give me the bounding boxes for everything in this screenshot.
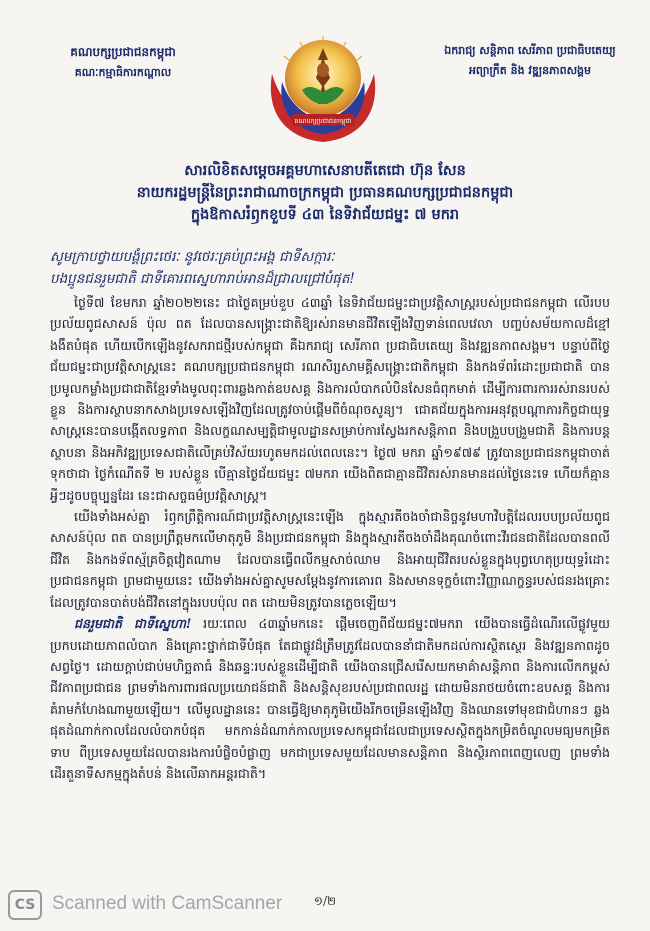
paragraph-lead: ជនរួមជាតិ ជាទីស្នេហា! — [74, 616, 192, 632]
party-name: គណបក្សប្រជាជនកម្ពុជា — [70, 45, 176, 59]
national-motto-2: អព្យាក្រឹត និង វឌ្ឍនភាពសង្គម — [468, 64, 592, 77]
camscanner-icon: CS — [8, 890, 42, 920]
paragraph — [50, 613, 610, 784]
title-line-2: នាយករដ្ឋមន្ត្រីនៃព្រះរាជាណាចក្រកម្ពុជា ប្រធានគណបក្សប្រជាជនកម្ពុជា — [136, 185, 514, 201]
logo-caption: គណបក្សប្រជាជនកម្ពុជា — [294, 117, 352, 125]
page-number: ១/២ — [313, 894, 337, 908]
paragraph-text: រយៈពេល ៤៣ឆ្នាំមកនេះ ផ្ដើមចេញពីជ័យជម្នះ៧មករា យើងបានធ្វើដំណើរលើផ្លូវមួយប្រកបដោយភាពលំបាក និងគ្រោះថ្នាក់ជាទីបំផុត តែជាផ្លូវដ៏ត្រឹមត្រូវដែលបាននាំជាតិមកដល់ការស្ថិតស្ថេរ និងវឌ្ឍនភាពដូចសព្វថ្ងៃ។ ដោយក្ដាប់ជាប់មហិច្ឆតាធំ និងឆន្ទៈរបស់ខ្លួនដើម្បីជាតិ យើងបានជ្រើសរើសយកមាគ៌ាសន្តិភាព និងការលើកកម្ពស់ជីវភាពប្រជាជន ព្រមទាំងការពារផលប្រយោជន៍ជាតិ និងសន្តិសុខរបស់ប្រជាពលរដ្ឋ ដោយមិនរាថយចំពោះឧបសគ្គ និងការគំរាមកំហែងណាមួយឡើយ។ លើមូលដ្ឋាននេះ បានធ្វើឱ្យមាតុភូមិយើងរីកចម្រើនឡើងវិញ និងឈានទៅមុខជាជំហានៗ ឆ្លងផុតដំណាក់កាលដែលលំបាកបំផុត មកកាន់ដំណាក់កាលប្រទេសកម្ពុជាដែលជាប្រទេសស្ថិតក្នុងកម្រិតចំណូលមធ្យមកម្រិតទាប ពីប្រទេសមួយដែលបានរងការបំផ្លិចបំផ្លាញ មកជាប្រទេសមួយដែលមានសន្តិភាព និងស្ថិរភាពពេញលេញ ព្រមទាំងដើរតួនាទីសកម្មក្នុងតំបន់ និងលើឆាកអន្តរជាតិ។ — [50, 616, 611, 781]
header-left — [38, 44, 208, 82]
greeting — [50, 246, 610, 290]
national-motto: ឯករាជ្យ សន្តិភាព សេរីភាព ប្រជាធិបតេយ្យ — [444, 44, 616, 57]
scanner-watermark — [0, 880, 650, 931]
greeting-line-2: បងប្អូនជនរួមជាតិ ជាទីគោរពស្នេហារាប់អានដ៏ជ្រាលជ្រៅបំផុត! — [50, 271, 355, 287]
party-logo — [258, 30, 388, 148]
greeting-line-1: សូមក្រាបថ្វាយបង្គំព្រះថេរៈ នូវថេរៈគ្រប់ព្រះអង្គ ជាទីសក្ការៈ — [50, 249, 335, 265]
paragraph-text: ថ្ងៃទី៧ ខែមករា ឆ្នាំ២០២២នេះ ជាថ្ងៃគម្រប់ខួប ៤៣ឆ្នាំ នៃទិវាជ័យជម្នះជាប្រវត្តិសាស្ត្ររបស់ប្រជាជនកម្ពុជា លើរបបប្រល័យពូជសាសន៍ ប៉ុល ពត ដែលបានសង្គ្រោះជាតិឱ្យរស់រានមានជីវិតឡើងវិញទាន់ពេលវេលា បញ្ចប់សម័យកាលដ៏ខ្មៅងងឹតបំផុត ហើយបើកឡើងនូវសករាជថ្មីរបស់កម្ពុជា គឺឯករាជ្យ សេរីភាព ប្រជាធិបតេយ្យ និងវឌ្ឍនភាពសង្គម។ បន្ទាប់ពីថ្ងៃជ័យជម្នះជាប្រវត្តិសាស្ត្រនេះ គណបក្សប្រជាជនកម្ពុជា រណសិរ្សសាមគ្គីសង្គ្រោះជាតិកម្ពុជា និងកងទ័ពរំដោះប្រជាជាតិ បានប្រមូលកម្លាំងប្រជាជាតិខ្មែរទាំងមូលពុះពារឆ្លងកាត់ឧបសគ្គ និងការលំបាកលំបិនសែនធំពុកមាត់ ដើម្បីការពារការរស់រានរបស់ខ្លួន និងការស្ថាបនាកសាងប្រទេសឡើងវិញដែលត្រូវចាប់ផ្ដើមពីចំណុចសូន្យ។ ជោគជ័យក្នុងការអនុវត្តបណ្ដាភារកិច្ចជាយុទ្ធសាស្ត្រនេះបានបង្កើតលទ្ធភាព និងលក្ខណសម្បត្តិជាមូលដ្ឋានសម្រាប់ការស្វែងរកសន្តិភាព និងបង្រួបបង្រួមជាតិ និងការបន្តស្ថាបនា និងអភិវឌ្ឍប្រទេសជាតិលើគ្រប់វិស័យរហូតមកដល់ពេលនេះ។ ថ្ងៃ៧ មករា ឆ្នាំ១៩៧៩ ត្រូវបានប្រជាជនកម្ពុជាចាត់ទុកថាជា ថ្ងៃកំណើតទី ២ របស់ខ្លួន បើគ្មានថ្ងៃជ័យជម្នះ ៧មករា យើងពិតជាគ្មានជីវិតរស់រានមានដល់ថ្ងៃនេះទេ ហើយក៏គ្មានអ្វីៗដូចបច្ចុប្បន្នដែរ នេះជាសច្ចធម៌ប្រវត្តិសាស្ត្រ។ — [50, 295, 610, 503]
watermark-text: Scanned with CamScanner — [52, 893, 283, 914]
title-line-3: ក្នុងឱកាសរំឭកខួបទី ៤៣ នៃទិវាជ័យជម្នះ ៧ មករា — [190, 207, 460, 223]
document-title — [40, 160, 610, 226]
paragraph — [50, 506, 610, 613]
paragraph — [50, 292, 610, 506]
title-line-1: សារលិខិតសម្ដេចអគ្គមហាសេនាបតីតេជោ ហ៊ុន សែន — [184, 163, 466, 179]
committee-name: គណៈកម្មាធិការកណ្ដាល — [74, 66, 172, 79]
header-right — [440, 44, 620, 80]
paragraph-text: យើងទាំងអស់គ្នា រំឭកព្រឹត្តិការណ៍ជាប្រវត្តិសាស្ត្រនេះឡើង ក្នុងស្មារតីចងចាំជានិច្ចនូវមហាវិបត្តិដែលរបបប្រល័យពូជសាសន៍ប៉ុល ពត បានប្រព្រឹត្តមកលើមាតុភូមិ និងប្រជាជនកម្ពុជា និងក្នុងស្មារតីចងចាំដឹងគុណចំពោះវីរជនជាតិដែលបានពលីជីវិត និងកងទ័ពស្ម័គ្រចិត្តវៀតណាម ដែលបានធ្វើពលីកម្មសាច់ឈាម និងអាយុជីវិតរបស់ខ្លួនក្នុងបុព្វហេតុប្រយុទ្ធរំដោះប្រជាជនកម្ពុជា ព្រមជាមួយនេះ យើងទាំងអស់គ្នាសូមសម្ដែងនូវការគោរព និងសមានទុក្ខចំពោះវិញ្ញាណក្ខន្ធរបស់ជនរងគ្រោះ ដែលត្រូវបានបាត់បង់ជីវិតនៅក្នុងរបបប៉ុល ពត ដោយមិនត្រូវបានភ្លេចឡើយ។ — [50, 509, 610, 610]
letter-body — [50, 292, 610, 784]
